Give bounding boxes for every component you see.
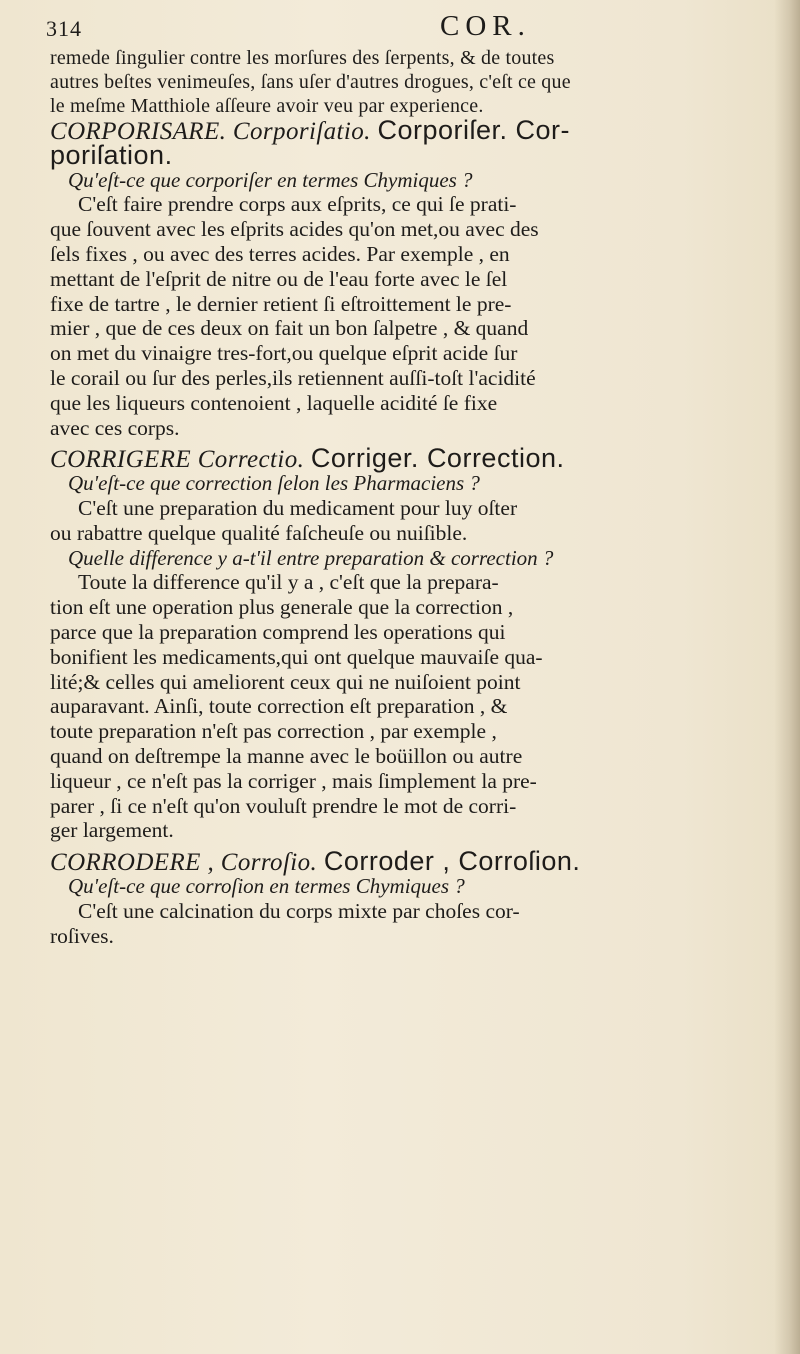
text-line: roſives. xyxy=(50,923,114,948)
text-line: C'eſt une preparation du medicament pour luy oſter xyxy=(78,495,518,520)
text-line: ger largement. xyxy=(50,818,174,843)
text-line: tion eſt une operation plus generale que la correction , xyxy=(50,595,514,620)
text-line: que les liqueurs contenoient , laquelle acidité ſe fixe xyxy=(50,390,498,415)
text-line: C'eſt faire prendre corps aux eſprits, ce qui ſe prati- xyxy=(78,192,517,217)
heading-latin: CORRIGERE Correctio. xyxy=(50,446,311,474)
entry-heading-corrigere xyxy=(50,443,770,474)
running-head: COR. xyxy=(440,10,531,42)
text-line: quand on deſtrempe la manne avec le boüillon ou autre xyxy=(50,743,523,768)
text-line: toute preparation n'eſt pas correction , par exemple , xyxy=(50,719,497,744)
text-line: lité;& celles qui ameliorent ceux qui ne nuiſoient point xyxy=(50,669,521,694)
text-line: avec ces corps. xyxy=(50,415,180,440)
page-edge-shadow xyxy=(774,0,800,1354)
text-line: le meſme Matthiole aſſeure avoir veu par experience. xyxy=(50,95,484,117)
entry-question: Qu'eſt-ce que corroſion en termes Chymiques ? xyxy=(68,873,465,898)
entry-question: Qu'eſt-ce que correction ſelon les Pharmaciens ? xyxy=(68,471,480,496)
entry-question: Qu'eſt-ce que corporiſer en termes Chymiques ? xyxy=(68,167,473,192)
page-number: 314 xyxy=(46,16,82,41)
text-line: ou rabattre quelque qualité faſcheuſe ou nuiſible. xyxy=(50,520,468,545)
text-line: Toute la difference qu'il y a , c'eſt que la prepara- xyxy=(78,570,499,595)
text-line: auparavant. Ainſi, toute correction eſt preparation , & xyxy=(50,694,508,719)
text-line: que ſouvent avec les eſprits acides qu'on met,ou avec des xyxy=(50,217,539,242)
text-line: bonifient les medicaments,qui ont quelque mauvaiſe qua- xyxy=(50,644,543,669)
entry-question: Quelle difference y a-t'il entre preparation & correction ? xyxy=(68,545,554,570)
text-line: liqueur , ce n'eſt pas la corriger , mais ſimplement la pre- xyxy=(50,768,537,793)
text-line: mier , que de ces deux on fait un bon ſalpetre , & quand xyxy=(50,316,529,341)
entry-heading-corrodere xyxy=(50,846,770,877)
text-line: fixe de tartre , le dernier retient ſi eſtroittement le pre- xyxy=(50,291,512,316)
text-line: C'eſt une calcination du corps mixte par choſes cor- xyxy=(78,898,520,923)
text-line: parce que la preparation comprend les operations qui xyxy=(50,619,506,644)
heading-latin: CORRODERE , Corroſio. xyxy=(50,849,324,877)
heading-french: Corroder , Corroſion. xyxy=(323,846,581,877)
text-line: remede ſingulier contre les morſures des ſerpents, & de toutes xyxy=(50,47,555,69)
text-line: ſels fixes , ou avec des terres acides. Par exemple , en xyxy=(50,241,510,266)
page-header xyxy=(46,4,740,48)
entry-heading-continuation xyxy=(50,139,770,170)
heading-latin: CORPORISARE. Corporiſatio. xyxy=(50,118,378,145)
text-line: autres beſtes venimeuſes, ſans uſer d'autres drogues, c'eſt ce que xyxy=(50,71,571,93)
page-text xyxy=(50,46,770,948)
heading-french: Corporiſer. Cor- xyxy=(377,115,570,145)
heading-french-cont: poriſation. xyxy=(50,139,173,170)
text-line: mettant de l'eſprit de nitre ou de l'eau forte avec le ſel xyxy=(50,266,508,291)
text-line: parer , ſi ce n'eſt qu'on vouluſt prendre le mot de corri- xyxy=(50,793,517,818)
text-line: on met du vinaigre tres-fort,ou quelque eſprit acide ſur xyxy=(50,341,518,366)
text-line: le corail ou ſur des perles,ils retiennent auſſi-toſt l'acidité xyxy=(50,365,536,390)
heading-french: Corriger. Correction. xyxy=(310,443,565,474)
